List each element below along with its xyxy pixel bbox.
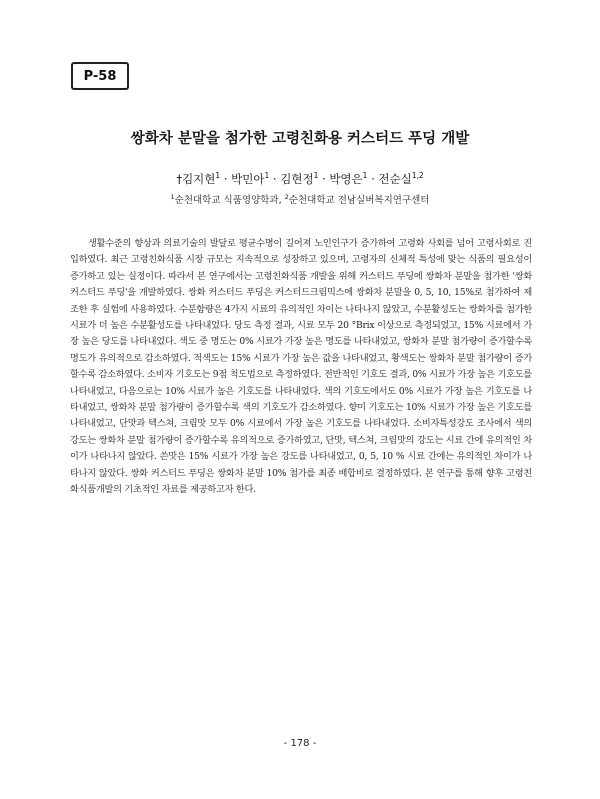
author-affil-sup: 1	[215, 171, 221, 181]
author-affil-sup: 1	[313, 171, 319, 181]
author-affil-sup: 1	[362, 171, 368, 181]
author-separator: ·	[367, 172, 379, 186]
author-1	[176, 172, 220, 186]
author-name: 김현정	[280, 172, 314, 186]
author-name: 김지현	[182, 172, 216, 186]
page-number: - 178 -	[283, 738, 317, 749]
author-3	[280, 172, 318, 186]
author-separator: ·	[318, 172, 330, 186]
author-name: 박민아	[231, 172, 265, 186]
paper-title: 쌍화차 분말을 첨가한 고령친화용 커스터드 푸딩 개발	[130, 131, 470, 147]
affil-sup: 2	[284, 192, 289, 201]
author-name: 전순실	[378, 172, 412, 186]
abstract-paragraph: 생활수준의 향상과 의료기술의 발달로 평균수명이 길어져 노인인구가 증가하여 고령화 사회를 넘어 고령사회로 진입하였다. 최근 고령친화식품 시장 규모는 지속적으로 성장하고 있으며, 고령자의 신체적 특성에 맞는 식품의 필요성이 증가하고 있는 실정이다. 따라서 본 연구에서는 고령친화식품 개발을 위해 커스터드 푸딩에 쌍화차 분말을 첨가한 '쌍화 커스터드 푸딩'을 개발하였다. 쌍화 커스터드 푸딩은 커스터드크림믹스에 쌍화차 분말을 0, 5, 10, 15%로 첨가하여 제조한 후 실험에 사용하였다. 수분함량은 4가지 시료의 유의적인 차이는 나타나지 않았고, 수분활성도는 쌍화차를 첨가한 시료가 더 높은 수분활성도를 나타내었다. 당도 측정 결과, 시료 모두 20 °Brix 이상으로 측정되었고, 15% 시료에서 가장 높은 당도를 나타내었다. 색도 중 명도는 0% 시료가 가장 높은 명도를 나타내었고, 쌍화차 분말 첨가량이 증가할수록 명도가 유의적으로 감소하였다. 적색도는 15% 시료가 가장 높은 값을 나타내었고, 황색도는 쌍화차 분말 첨가량이 증가할수록 감소하였다. 소비자 기호도는 9점 척도법으로 측정하였다. 전반적인 기호도 결과, 0% 시료가 가장 높은 기호도를 나타내었고, 다음으로는 10% 시료가 높은 기호도를 나타내었다. 색의 기호도에서도 0% 시료가 가장 높은 기호도를 나타내었고, 쌍화차 분말 첨가량이 증가할수록 색의 기호도가 감소하였다. 향미 기호도는 10% 시료가 가장 높은 기호도를 나타내었고, 단맛과 텍스쳐, 크림맛 모두 0% 시료에서 가장 높은 기호도를 나타내었다. 소비자특성강도 조사에서 색의 강도는 쌍화차 분말 첨가량이 증가할수록 유의적으로 증가하였고, 단맛, 텍스쳐, 크림맛의 강도는 시료 간에 유의적인 차이가 나타나지 않았다. 쓴맛은 15% 시료가 가장 높은 강도를 나타내었고, 0, 5, 10 % 시료 간에는 유의적인 차이가 나타나지 않았다. 쌍화 커스터드 푸딩은 쌍화차 분말 10% 첨가를 최종 배합비로 결정하였다. 본 연구를 통해 향후 고령친화식품개발의 기초적인 자료를 제공하고자 한다.	[70, 238, 532, 496]
affiliation-2: 순천대학교 전남실버복지연구센터	[288, 195, 430, 206]
author-separator: ·	[220, 172, 232, 186]
author-affil-sup: 1,2	[411, 171, 424, 181]
poster-number-badge: P-58	[71, 62, 129, 90]
affiliation-line	[0, 192, 600, 206]
author-5	[378, 172, 423, 186]
affiliation-1: 순천대학교 식품영양학과,	[174, 195, 285, 206]
corresponding-mark: †	[176, 172, 183, 186]
affil-sup: 1	[170, 192, 175, 201]
author-2	[231, 172, 269, 186]
author-separator: ·	[269, 172, 281, 186]
author-4	[329, 172, 367, 186]
author-affil-sup: 1	[264, 171, 270, 181]
author-name: 박영은	[329, 172, 363, 186]
author-list	[0, 171, 600, 187]
